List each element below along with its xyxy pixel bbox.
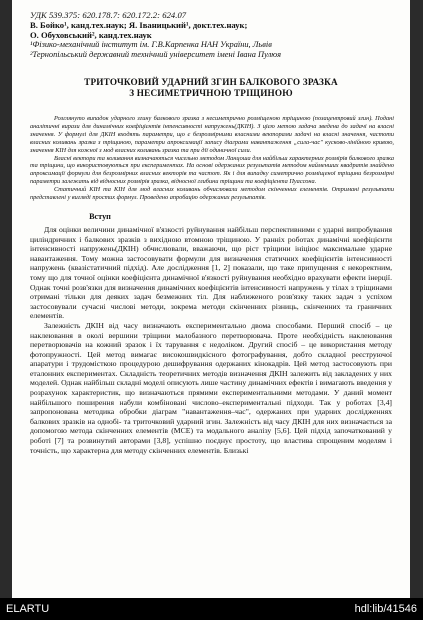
footer-handle[interactable]: hdl:lib/41546 — [354, 603, 417, 615]
authors-line-2: О. Обуховський², канд.тех.наук — [30, 30, 152, 40]
affiliation-1: ¹Фізико-механічний інститут ім. Г.В.Карпенка НАН України, Львів — [30, 40, 272, 49]
abstract-paragraph-1: Розглянуто випадок ударного згину балкового зразка з несиметрично розміщеною тріщиною (позацентровий згин). Подані аналітичні вирази для динамічних коефіцієнтів інтенсивності напружень(ДКІН). З цією метою ⁠задача ⁠зведена до задачі на власні значення. У формулі для ДКІН входять параметри, що є безрозмірними власними векторами задачі на власні значення, частоти власних коливань зразка з тріщиною, параметри апроксимації запису діаграми навантаження „сила-час" кусково-лінійною кривою, значення КІН для кожної з мод власних коливань зразка та при дії одиничної сили. — [30, 115, 394, 154]
scan-border-left — [0, 0, 12, 598]
section-title: Вступ — [89, 211, 111, 221]
footer-bar — [0, 598, 423, 620]
paper-title-line-2: З НЕСИМЕТРИЧНОЮ ТРІЩИНОЮ — [129, 88, 293, 98]
authors-line-1: В. Бойко¹, канд.тех.наук; Я. Іваницький¹, докт.тех.наук; — [30, 20, 248, 30]
page-content — [30, 10, 410, 455]
paper-page — [12, 0, 410, 598]
udk-code: УДК 539.375: 620.178.7: 620.172.2: 624.07 — [30, 10, 187, 20]
body-paragraph-1: Для оцінки величини динамічної в'язкості руйнування найбільш перспективними є ударні випробування циліндричних і балкових зразків з вихідною втомною тріщиною. У ранніх роботах динамічні коефіцієнти інтенсивності напружень(ДКІН) обчислювали, вважаючи, що ріст тріщини ініціює максимальне ударне навантаження. Тому можна застосовувати формули для визначення статичних коефіцієнтів інтенсивності напружень (квазістатичний підхід). Але дослідження [1, 2] показали, що таке припущення є некоректним, тому що для точної оцінки коефіцієнта динамічної в'язкості руйнування необхідно врахувати ефекти інерції. Однак точні розв'язки для визначення динамічних коефіцієнтів інтенсивності напружень у тілах з тріщинами отримані тільки для деяких задач безмежних тіл. Для наближеного розв'язку таких задач з успіхом застосовували сучасні числові методи, зокрема методи скінченних різниць, скінченних та граничних елементів. — [30, 224, 392, 321]
footer-repository-label: ELARTU — [6, 603, 50, 615]
body-text — [30, 225, 410, 455]
body-paragraph-2: Залежність ДКІН від часу визначають експериментально двома способами. Перший спосіб – це наклеювання в околі вершини тріщини малобазного перетворювача. Проте необхідність наклеювання перетворювачів на кожний зразок і їх тарування є недоліком. Другий спосіб – це використання методу фотопружності. Цей метод вимагає високошвидкісного фотографування, добто складної реєструючої апаратури і трудомісткою процедурою дешифрування одержаних кінокадрів. Цей метод застосовують при еталонних експериментах. Складність теоретичних методів визначення ДКІН залежить від закладених у них моделей. Однак найбільш складні моделі описують лише частину динамічних ефектів і вимагають введення у розрахунок характеристик, що визначаються прямими експериментальними методами. У даний момент найбільшого поширення набули комбіновані числово–експериментальні підходи. Так у роботах [3,4] запропонована методика обробки діаграм "навантаження–час", одержаних при ударних дослідженнях балкових зразків на однобі- та триточковий ударний згин. Залежність від часу ДКІН для них визначається за допомогою метода скінченних елементів (МСЕ) та модального аналізу [5,6]. Цей підхід започаткований у роботі [7] та розвинутий авторами [3,8], успішно поєднує простоту, що властива спрощеним моделям і точність, що характерна для методу скінченних елементів. Близькі — [30, 320, 392, 455]
affiliation-2: ²Тернопільський державний технічний університет імені Івана Пулюя — [30, 50, 282, 59]
scan-border-right — [410, 0, 423, 598]
abstract-paragraph-3: Статичний КІН та КІН для мод власних коливань обчислювали методом скінченних елементів. Отримані результати представлені у вигляді простих формул. Проведено апробацію одержаних результатів. — [30, 186, 394, 202]
abstract-paragraph-2: Власні вектори та коливання визначаються чисельно методом Ланцоша для найбільш характерних розмірів балкового зразка та тріщини, що використовуються при експериментах. На основі одержаних результатів методом найменших квадратів знайдено апроксимації формули для безрозмірних власних векторів та частот. Як і для випадку симетрично розміщеної тріщини безрозмірні параметри залежать від відносних розмірів зразка, відносної глибини тріщини та коефіцієнта Пуассона. — [30, 154, 394, 186]
abstract — [30, 115, 410, 202]
paper-title — [30, 77, 410, 99]
paper-title-line-1: ТРИТОЧКОВИЙ УДАРНИЙ ЗГИН БАЛКОВОГО ЗРАЗКА — [84, 77, 338, 87]
